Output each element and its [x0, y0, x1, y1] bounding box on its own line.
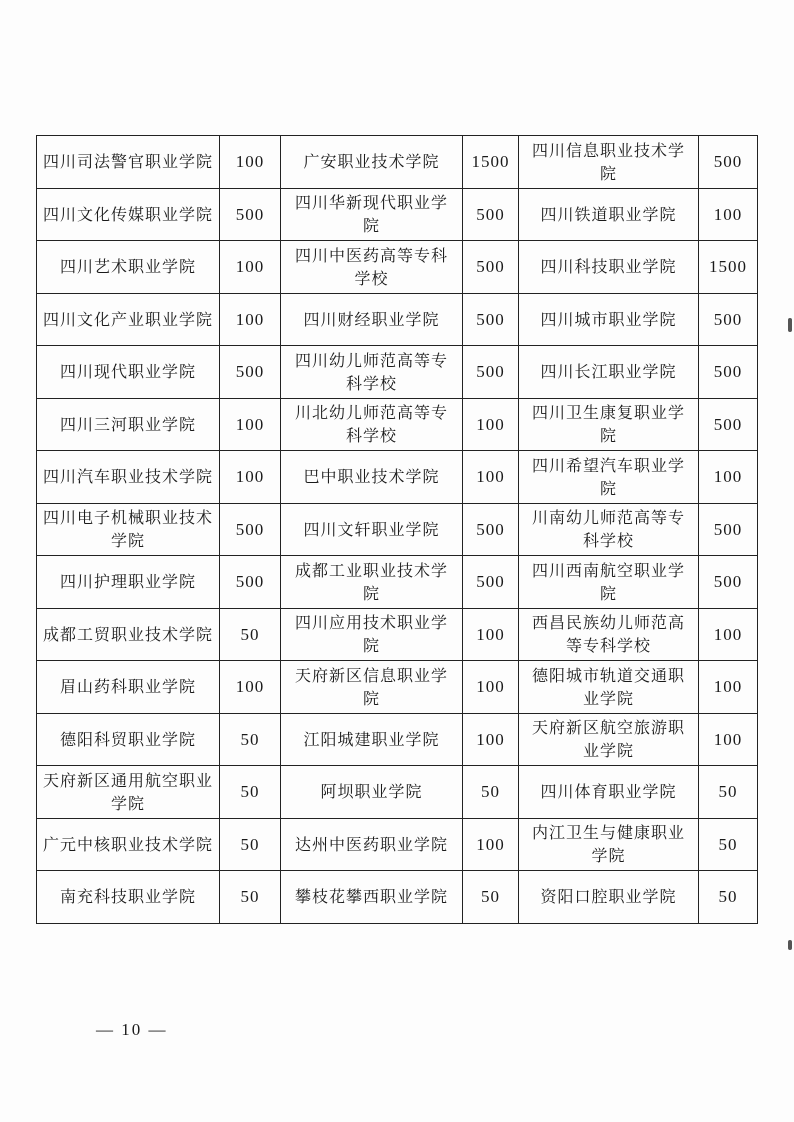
quota-cell: 500	[220, 188, 281, 241]
quota-cell: 50	[220, 608, 281, 661]
quota-cell: 1500	[699, 241, 758, 294]
quota-cell: 100	[699, 661, 758, 714]
college-name-cell: 四川汽车职业技术学院	[37, 451, 220, 504]
quota-cell: 500	[699, 556, 758, 609]
college-name-cell: 南充科技职业学院	[37, 871, 220, 924]
table-row	[37, 871, 758, 924]
quota-cell: 100	[220, 661, 281, 714]
table-row	[37, 136, 758, 189]
college-name-cell: 巴中职业技术学院	[281, 451, 463, 504]
college-name-cell: 四川华新现代职业学院	[281, 188, 463, 241]
quota-cell: 100	[699, 188, 758, 241]
table-row	[37, 713, 758, 766]
college-name-cell: 四川中医药高等专科学校	[281, 241, 463, 294]
quota-cell: 500	[463, 503, 519, 556]
quota-cell: 500	[699, 293, 758, 346]
college-name-cell: 四川体育职业学院	[519, 766, 699, 819]
college-name-cell: 西昌民族幼儿师范高等专科学校	[519, 608, 699, 661]
table-row	[37, 556, 758, 609]
quota-cell: 50	[463, 766, 519, 819]
quota-cell: 500	[699, 136, 758, 189]
quota-cell: 100	[463, 661, 519, 714]
college-name-cell: 攀枝花攀西职业学院	[281, 871, 463, 924]
table-row	[37, 241, 758, 294]
table-row	[37, 608, 758, 661]
quota-cell: 500	[463, 556, 519, 609]
college-name-cell: 四川幼儿师范高等专科学校	[281, 346, 463, 399]
quota-cell: 500	[220, 503, 281, 556]
quota-cell: 50	[220, 818, 281, 871]
table-body	[37, 136, 758, 924]
quota-cell: 50	[699, 766, 758, 819]
college-name-cell: 成都工贸职业技术学院	[37, 608, 220, 661]
quota-cell: 50	[220, 713, 281, 766]
college-name-cell: 四川文化产业职业学院	[37, 293, 220, 346]
quota-cell: 500	[699, 346, 758, 399]
quota-cell: 50	[220, 766, 281, 819]
scan-edge-mark	[788, 940, 792, 950]
college-name-cell: 四川艺术职业学院	[37, 241, 220, 294]
quota-cell: 500	[699, 503, 758, 556]
college-name-cell: 广元中核职业技术学院	[37, 818, 220, 871]
college-name-cell: 四川西南航空职业学院	[519, 556, 699, 609]
quota-cell: 500	[463, 188, 519, 241]
college-name-cell: 四川信息职业技术学院	[519, 136, 699, 189]
scan-edge-mark	[788, 318, 792, 332]
college-name-cell: 德阳科贸职业学院	[37, 713, 220, 766]
table-row	[37, 818, 758, 871]
college-name-cell: 四川现代职业学院	[37, 346, 220, 399]
quota-cell: 50	[699, 871, 758, 924]
quota-cell: 500	[220, 556, 281, 609]
quota-cell: 1500	[463, 136, 519, 189]
college-quota-table	[36, 135, 758, 924]
page-number: — 10 —	[96, 1020, 168, 1039]
college-name-cell: 川南幼儿师范高等专科学校	[519, 503, 699, 556]
quota-cell: 500	[699, 398, 758, 451]
quota-cell: 100	[463, 398, 519, 451]
quota-cell: 100	[699, 608, 758, 661]
college-name-cell: 德阳城市轨道交通职业学院	[519, 661, 699, 714]
quota-cell: 100	[463, 451, 519, 504]
college-name-cell: 四川司法警官职业学院	[37, 136, 220, 189]
quota-cell: 100	[220, 136, 281, 189]
quota-cell: 50	[220, 871, 281, 924]
college-name-cell: 四川文化传媒职业学院	[37, 188, 220, 241]
quota-cell: 100	[220, 241, 281, 294]
college-name-cell: 天府新区信息职业学院	[281, 661, 463, 714]
college-name-cell: 成都工业职业技术学院	[281, 556, 463, 609]
quota-cell: 100	[699, 713, 758, 766]
college-name-cell: 江阳城建职业学院	[281, 713, 463, 766]
quota-cell: 100	[220, 398, 281, 451]
college-name-cell: 川北幼儿师范高等专科学校	[281, 398, 463, 451]
quota-cell: 100	[220, 293, 281, 346]
college-name-cell: 四川文轩职业学院	[281, 503, 463, 556]
college-name-cell: 阿坝职业学院	[281, 766, 463, 819]
college-name-cell: 四川电子机械职业技术学院	[37, 503, 220, 556]
quota-cell: 50	[699, 818, 758, 871]
table-row	[37, 398, 758, 451]
quota-cell: 100	[463, 713, 519, 766]
college-name-cell: 达州中医药职业学院	[281, 818, 463, 871]
quota-cell: 500	[463, 346, 519, 399]
college-name-cell: 广安职业技术学院	[281, 136, 463, 189]
table-row	[37, 451, 758, 504]
quota-cell: 500	[463, 241, 519, 294]
table-row	[37, 188, 758, 241]
college-name-cell: 四川希望汽车职业学院	[519, 451, 699, 504]
quota-cell: 100	[463, 818, 519, 871]
quota-cell: 50	[463, 871, 519, 924]
college-name-cell: 四川城市职业学院	[519, 293, 699, 346]
college-name-cell: 四川铁道职业学院	[519, 188, 699, 241]
college-name-cell: 四川应用技术职业学院	[281, 608, 463, 661]
college-name-cell: 资阳口腔职业学院	[519, 871, 699, 924]
college-name-cell: 四川护理职业学院	[37, 556, 220, 609]
table-row	[37, 293, 758, 346]
quota-cell: 100	[699, 451, 758, 504]
college-name-cell: 天府新区通用航空职业学院	[37, 766, 220, 819]
college-name-cell: 四川长江职业学院	[519, 346, 699, 399]
quota-cell: 500	[220, 346, 281, 399]
college-name-cell: 内江卫生与健康职业学院	[519, 818, 699, 871]
college-name-cell: 四川财经职业学院	[281, 293, 463, 346]
quota-cell: 100	[463, 608, 519, 661]
table-row	[37, 661, 758, 714]
college-name-cell: 四川卫生康复职业学院	[519, 398, 699, 451]
table-row	[37, 766, 758, 819]
quota-cell: 500	[463, 293, 519, 346]
college-name-cell: 四川科技职业学院	[519, 241, 699, 294]
table-row	[37, 503, 758, 556]
college-name-cell: 天府新区航空旅游职业学院	[519, 713, 699, 766]
quota-cell: 100	[220, 451, 281, 504]
table-row	[37, 346, 758, 399]
college-name-cell: 眉山药科职业学院	[37, 661, 220, 714]
college-name-cell: 四川三河职业学院	[37, 398, 220, 451]
